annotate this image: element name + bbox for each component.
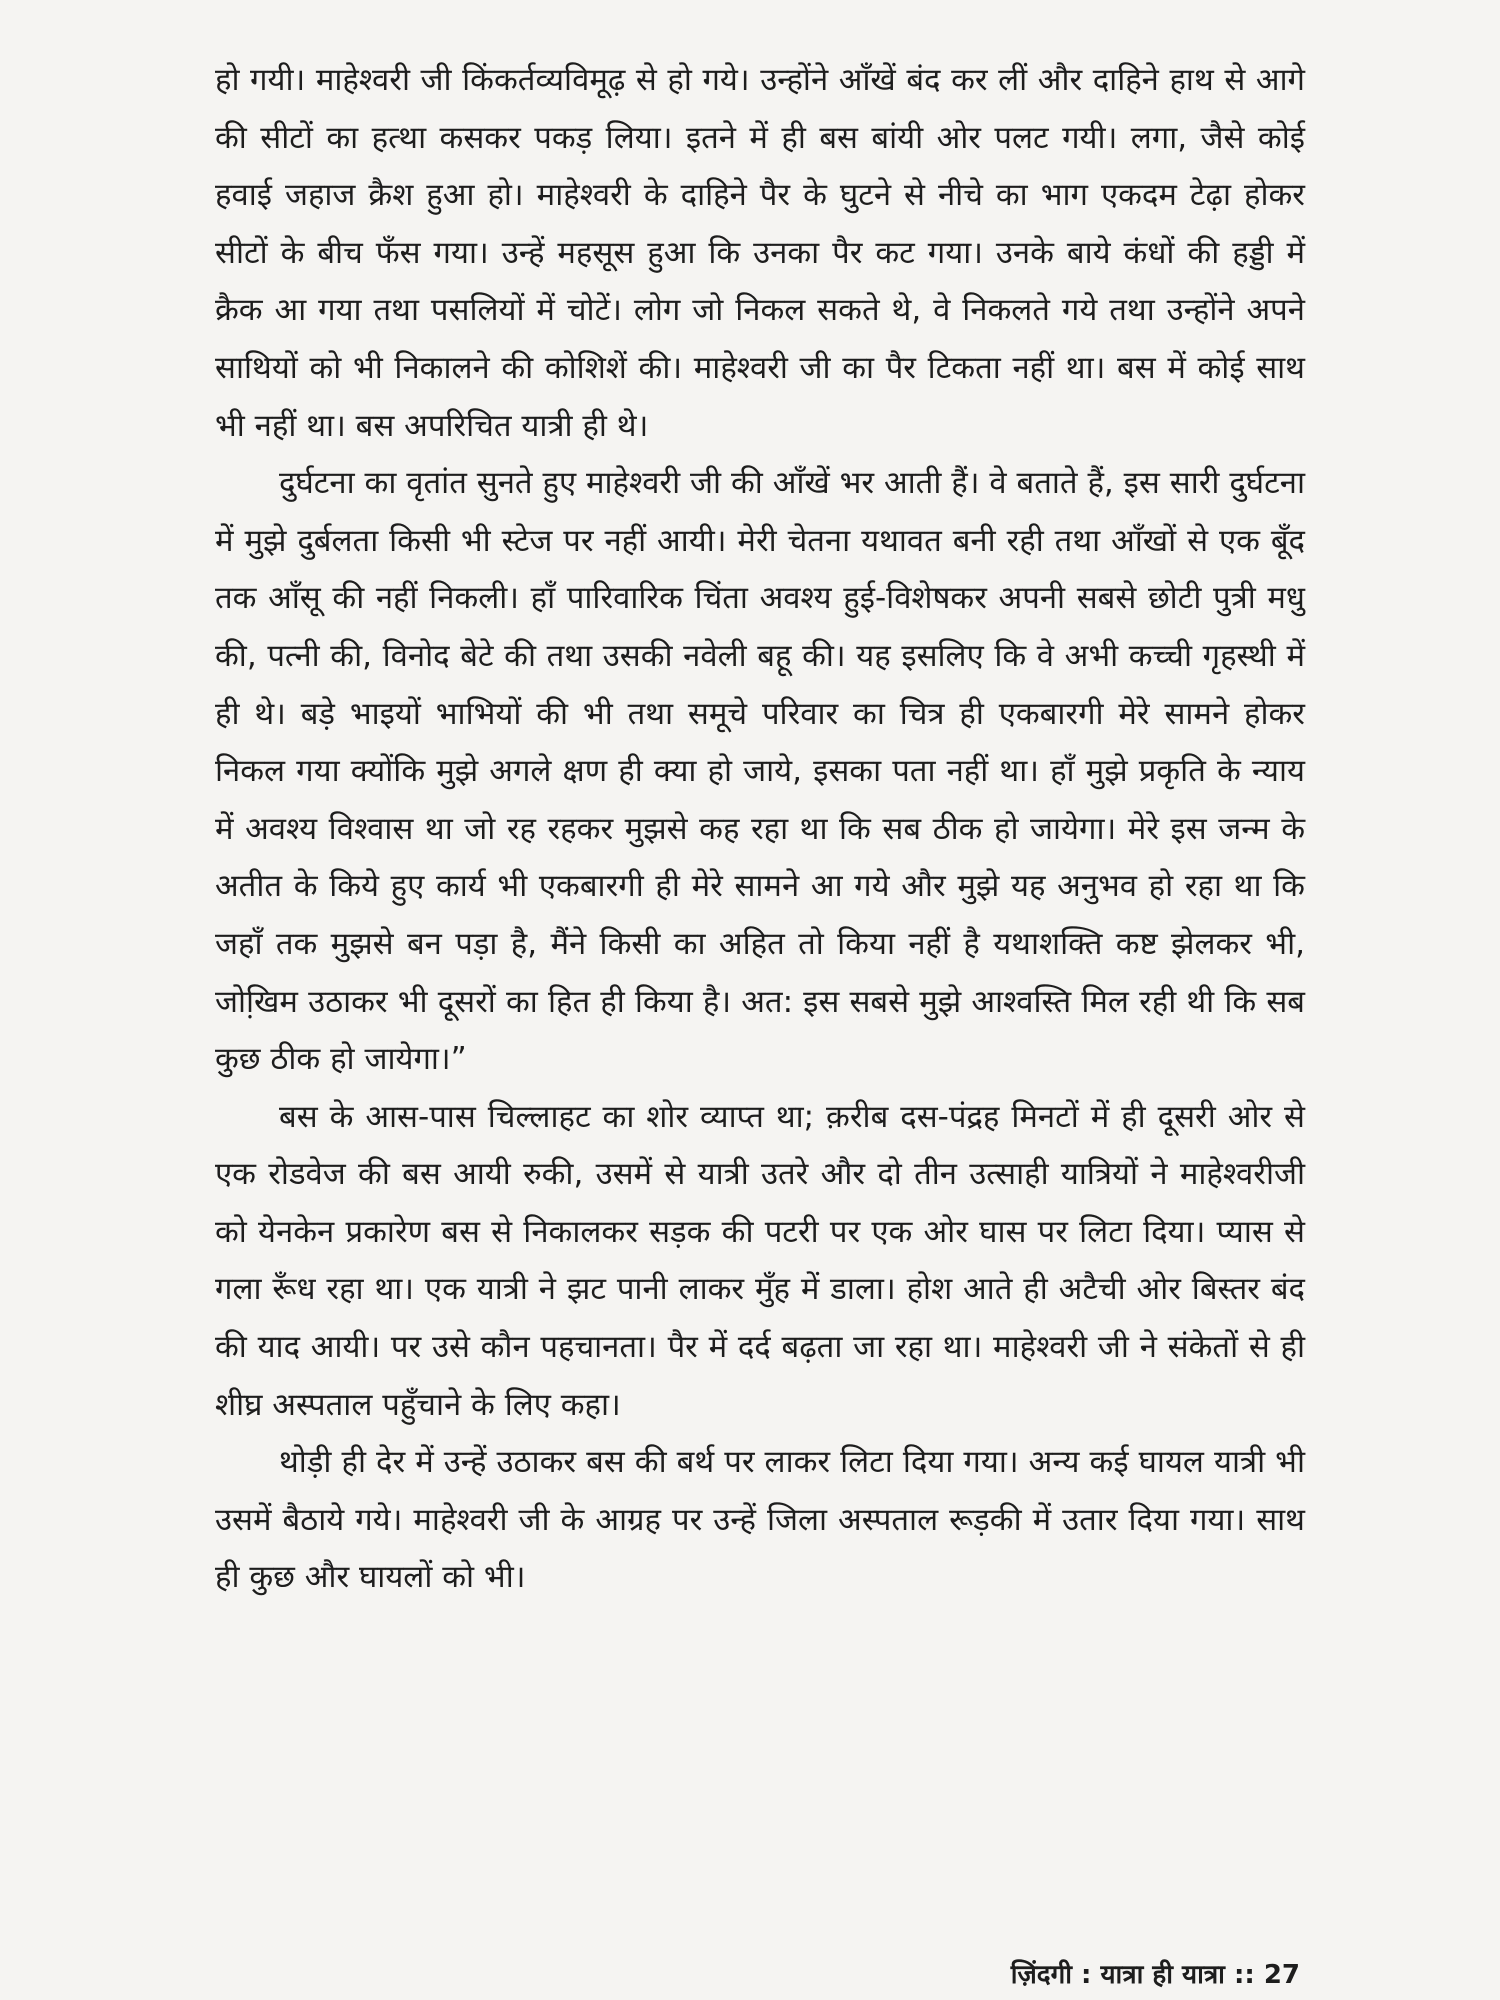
- page-footer: [1011, 1955, 1300, 1991]
- running-title-page-number: ज़िंदगी : यात्रा ही यात्रा :: 27: [1010, 1960, 1300, 1990]
- paragraph-4: थोड़ी ही देर में उन्हें उठाकर बस की बर्थ पर लाकर लिटा दिया गया। अन्य कई घायल यात्री भी उसमें बैठाये गये। माहेश्वरी जी के आग्रह पर उन्हें जिला अस्पताल रूड़की में उतार दिया गया। साथ ही कुछ और घायलों को भी।: [215, 1444, 1305, 1596]
- paragraph-2: दुर्घटना का वृतांत सुनते हुए माहेश्वरी जी की आँखें भर आती हैं। वे बताते हैं, इस सारी दुर्घटना में मुझे दुर्बलता किसी भी स्टेज पर नहीं आयी। मेरी चेतना यथावत बनी रही तथा आँखों से एक बूँद तक आँसू की नहीं निकली। हाँ पारिवारिक चिंता अवश्य हुई-विशेषकर अपनी सबसे छोटी पुत्री मधु की, पत्नी की, विनोद बेटे की तथा उसकी नवेली बहू की। यह इसलिए कि वे अभी कच्ची गृहस्थी में ही थे। बड़े भाइयों भाभियों की भी तथा समूचे परिवार का चित्र ही एकबारगी मेरे सामने होकर निकल गया क्योंकि मुझे अगले क्षण ही क्या हो जाये, इसका पता नहीं था। हाँ मुझे प्रकृति के न्याय में अवश्य विश्वास था जो रह रहकर मुझसे कह रहा था कि सब ठीक हो जायेगा। मेरे इस जन्म के अतीत के किये हुए कार्य भी एकबारगी ही मेरे सामने आ गये और मुझे यह अनुभव हो रहा था कि जहाँ तक मुझसे बन पड़ा है, मैंने किसी का अहित तो किया नहीं है यथाशक्ति कष्ट झेलकर भी, जोखि़म उठाकर भी दूसरों का हित ही किया है। अत: इस सबसे मुझे आश्वस्ति मिल रही थी कि सब कुछ ठीक हो जायेगा।”: [215, 465, 1305, 1078]
- body-text: [215, 52, 1305, 1607]
- paragraph-3: बस के आस-पास चिल्लाहट का शोर व्याप्त था; क़रीब दस-पंद्रह मिनटों में ही दूसरी ओर से एक रोडवेज की बस आयी रुकी, उसमें से यात्री उतरे और दो तीन उत्साही यात्रियों ने माहेश्वरीजी को येनकेन प्रकारेण बस से निकालकर सड़क की पटरी पर एक ओर घास पर लिटा दिया। प्यास से गला रूँध रहा था। एक यात्री ने झट पानी लाकर मुँह में डाला। होश आते ही अटैची ओर बिस्तर बंद की याद आयी। पर उसे कौन पहचानता। पैर में दर्द बढ़ता जा रहा था। माहेश्वरी जी ने संकेतों से ही शीघ्र अस्पताल पहुँचाने के लिए कहा।: [215, 1098, 1305, 1423]
- paragraph-1: हो गयी। माहेश्वरी जी किंकर्तव्यविमूढ़ से हो गये। उन्होंने आँखें बंद कर लीं और दाहिने हाथ से आगे की सीटों का हत्था कसकर पकड़ लिया। इतने में ही बस बांयी ओर पलट गयी। लगा, जैसे कोई हवाई जहाज क्रैश हुआ हो। माहेश्वरी के दाहिने पैर के घुटने से नीचे का भाग एकदम टेढ़ा होकर सीटों के बीच फँस गया। उन्हें महसूस हुआ कि उनका पैर कट गया। उनके बाये कंधों की हड्डी में क्रैक आ गया तथा पसलियों में चोटें। लोग जो निकल सकते थे, वे निकलते गये तथा उन्होंने अपने साथियों को भी निकालने की कोशिशें की। माहेश्वरी जी का पैर टिकता नहीं था। बस में कोई साथ भी नहीं था। बस अपरिचित यात्री ही थे।: [215, 62, 1305, 444]
